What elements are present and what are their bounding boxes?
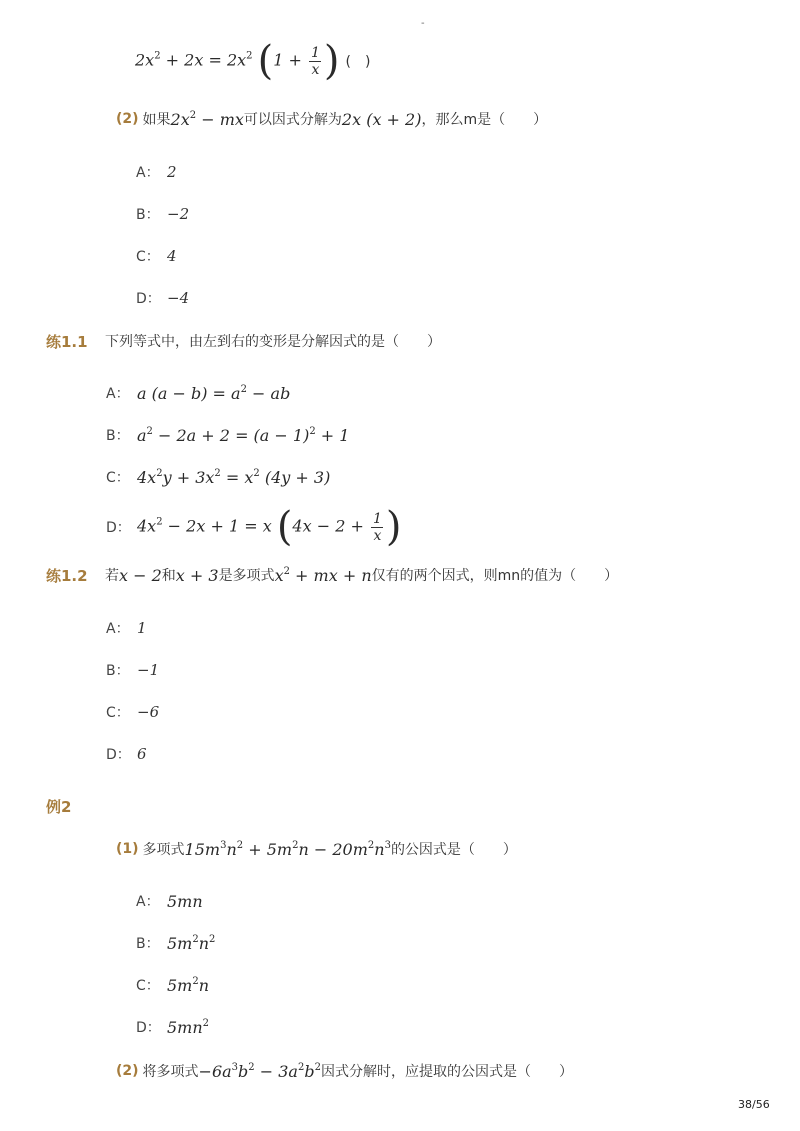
question-number: (2) — [116, 1063, 139, 1079]
option-letter: C： — [106, 470, 130, 486]
question-number: (2) — [116, 111, 139, 127]
math-expression: 2x (x + 2) — [341, 109, 422, 129]
math-expression: x − 2 — [119, 565, 162, 585]
option-expression: $5mn^2$ — [167, 1017, 210, 1037]
option-letter: C： — [136, 249, 160, 265]
question-text-a: 多项式 — [142, 842, 185, 858]
continued-option-equation — [135, 38, 370, 84]
option-letter: A： — [136, 165, 160, 181]
option-value: 6 — [137, 745, 147, 763]
option-c[interactable] — [136, 975, 209, 995]
option-expression: 5mn — [167, 891, 203, 911]
option-value: 2 — [167, 163, 177, 181]
practice-text-c: 是多项式 — [218, 568, 275, 584]
option-a[interactable] — [136, 162, 177, 182]
option-c[interactable] — [106, 467, 330, 487]
answer-paren: ( ) — [345, 54, 371, 70]
option-expression: $4x^2 - 2x + 1 = x$ (4x − 2 + $\frac{1}{x}$ ) — [137, 504, 402, 550]
practice-text: 下列等式中，由左到右的变形是分解因式的是（ ） — [105, 334, 441, 350]
math-expression: x + 3 — [175, 565, 219, 585]
question-text-c: ，那么m是（ ） — [421, 112, 548, 128]
practice-text-a: 若 — [105, 568, 119, 584]
practice-label: 练1.1 — [46, 332, 88, 351]
option-value: −6 — [137, 703, 160, 721]
math-expression: $-6a^3b^2 - 3a^2b^2$ — [198, 1061, 321, 1081]
option-value: 4 — [167, 247, 177, 265]
option-b[interactable] — [106, 425, 349, 445]
question-text-b: 可以因式分解为 — [243, 112, 342, 128]
option-a[interactable] — [106, 618, 147, 638]
option-expression: a $(a - b) = a^2$ − ab — [137, 383, 291, 403]
option-b[interactable] — [136, 933, 215, 953]
practice-1-2 — [46, 564, 618, 586]
option-b[interactable] — [136, 204, 189, 224]
ex2-question-2 — [116, 1060, 573, 1082]
option-a[interactable] — [136, 891, 203, 911]
practice-1-1 — [46, 330, 441, 352]
example-2-label: 例2 — [46, 798, 72, 816]
option-c[interactable] — [106, 702, 159, 722]
practice-text-b: 和 — [161, 568, 176, 584]
option-letter: B： — [136, 207, 160, 223]
option-expression: $5m^2n$ — [167, 975, 210, 995]
header-dash: - — [421, 18, 425, 29]
option-expression: $4x^2y + 3x^2 = x^2$ (4y + 3) — [137, 467, 331, 487]
option-value: −2 — [167, 205, 190, 223]
option-expression: $a^2 - 2a + 2 = (a - 1)^2 + 1$ — [137, 425, 350, 445]
option-letter: D： — [106, 747, 131, 763]
question-text-b: 因式分解时，应提取的公因式是（ ） — [320, 1064, 573, 1080]
practice-text-d: 仅有的两个因式，则mn的值为（ ） — [371, 568, 619, 584]
equation-expression: $2x^2 + 2x = 2x^2$ (1 + $\frac{1}{x}$ ) — [135, 38, 340, 84]
math-expression: $x^2$ + mx + n — [274, 565, 372, 585]
question-number: (1) — [116, 841, 139, 857]
ex1-question-2 — [116, 108, 547, 130]
option-d[interactable] — [106, 504, 402, 550]
option-d[interactable] — [106, 744, 147, 764]
option-letter: B： — [136, 936, 160, 952]
option-value: 1 — [137, 619, 147, 637]
option-letter: A： — [106, 621, 130, 637]
question-text-a: 将多项式 — [142, 1064, 199, 1080]
question-text-a: 如果 — [142, 112, 171, 128]
option-letter: D： — [106, 520, 131, 536]
option-letter: C： — [136, 978, 160, 994]
option-letter: B： — [106, 428, 130, 444]
option-a[interactable] — [106, 383, 290, 403]
option-b[interactable] — [106, 660, 159, 680]
option-value: −4 — [167, 289, 190, 307]
page-number: 38/56 — [738, 1098, 770, 1111]
option-letter: C： — [106, 705, 130, 721]
math-expression: $2x^2$ − mx — [170, 109, 244, 129]
option-c[interactable] — [136, 246, 177, 266]
practice-label: 练1.2 — [46, 566, 88, 585]
option-letter: A： — [136, 894, 160, 910]
option-d[interactable] — [136, 288, 189, 308]
option-letter: D： — [136, 291, 161, 307]
option-expression: $5m^2n^2$ — [167, 933, 216, 953]
ex2-question-1 — [116, 838, 517, 860]
option-d[interactable] — [136, 1017, 209, 1037]
question-text-b: 的公因式是（ ） — [390, 842, 517, 858]
option-value: −1 — [137, 661, 160, 679]
math-expression: $15m^3n^2 + 5m^2n - 20m^2n^3$ — [184, 839, 391, 859]
option-letter: B： — [106, 663, 130, 679]
option-letter: D： — [136, 1020, 161, 1036]
option-letter: A： — [106, 386, 130, 402]
